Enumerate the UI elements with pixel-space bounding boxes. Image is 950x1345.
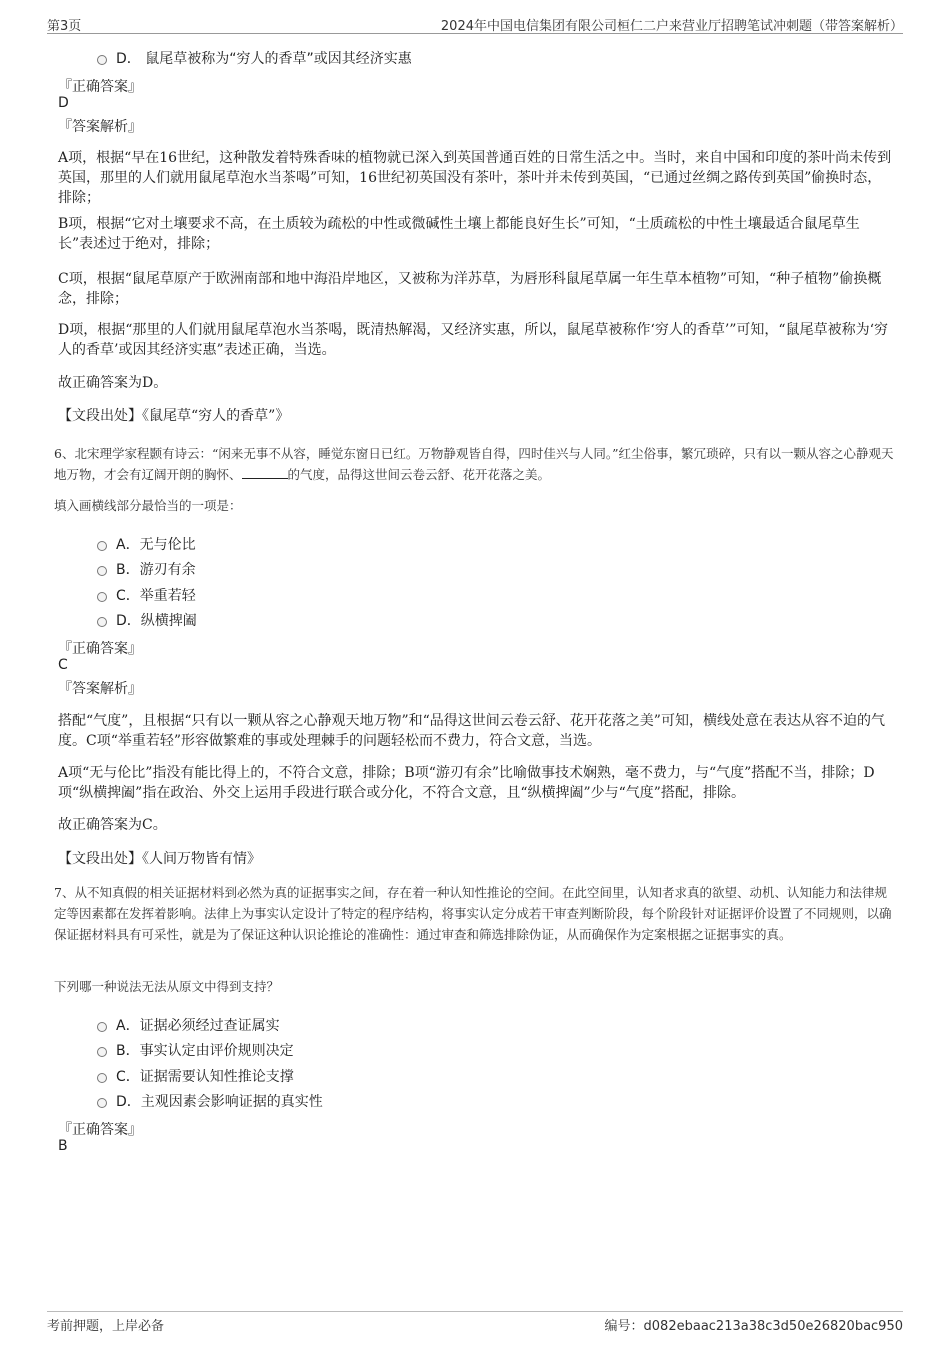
q6-analysis-label: 『答案解析』 xyxy=(58,681,142,697)
q6-stem-part1: 6、北宋理学家程颢有诗云：“闲来无事不从容，睡觉东窗日已红。万物静观皆自得，四时佳兴与人同。”红尘俗事，繁冗琐碎，只有以一颗从容之心静观天地万物，才会有辽阔开朗的胸怀、 xyxy=(54,446,894,482)
q7-prompt: 下列哪一种说法无法从原文中得到支持？ xyxy=(54,979,280,994)
serial-value: d082ebaac213a38c3d50e26820bac950 xyxy=(643,1319,903,1334)
q5-analysis-d: D项，根据“那里的人们就用鼠尾草泡水当茶喝，既清热解渴，又经济实惠，所以，鼠尾草被称作‘穷人的香草’”可知，“鼠尾草被称为‘穷人的香草’或因其经济实惠”表述正确，当选。 xyxy=(58,322,889,358)
radio-icon[interactable] xyxy=(97,541,107,551)
page-number: 第3页 xyxy=(47,19,82,34)
serial-label: 编号： xyxy=(604,1319,644,1334)
q6-answer-label: 『正确答案』 xyxy=(58,641,142,657)
q6-prompt: 填入画横线部分最恰当的一项是： xyxy=(54,498,242,513)
q7-option-a[interactable] xyxy=(97,1015,280,1035)
radio-icon[interactable] xyxy=(97,592,107,602)
radio-icon[interactable] xyxy=(97,1073,107,1083)
q6-option-d-label: D．纵横捭阖 xyxy=(116,613,197,629)
q6-option-c-label: C．举重若轻 xyxy=(116,588,196,604)
q5-option-d-label: D． 鼠尾草被称为“穷人的香草”或因其经济实惠 xyxy=(116,51,412,67)
radio-icon[interactable] xyxy=(97,1047,107,1057)
q6-answer: C xyxy=(58,657,68,673)
q6-option-b-label: B．游刃有余 xyxy=(116,562,196,578)
radio-icon[interactable] xyxy=(97,1098,107,1108)
q6-option-a[interactable] xyxy=(97,534,196,554)
q5-answer-label: 『正确答案』 xyxy=(58,79,142,95)
q6-conclusion: 故正确答案为C。 xyxy=(58,817,167,833)
q6-stem xyxy=(54,443,896,485)
q6-option-b[interactable] xyxy=(97,559,196,579)
q7-option-d[interactable] xyxy=(97,1091,323,1111)
q5-analysis-label: 『答案解析』 xyxy=(58,119,142,135)
q5-option-d[interactable] xyxy=(97,48,412,68)
q6-stem-part2: 的气度，品得这世间云卷云舒、花开花落之美。 xyxy=(287,467,551,482)
q5-source: 【文段出处】《鼠尾草“穷人的香草”》 xyxy=(58,408,290,424)
q7-option-b[interactable] xyxy=(97,1040,294,1060)
q6-option-d[interactable] xyxy=(97,610,197,630)
q7-option-c[interactable] xyxy=(97,1066,294,1086)
radio-icon[interactable] xyxy=(97,566,107,576)
q6-analysis-1: 搭配“气度”，且根据“只有以一颗从容之心静观天地万物”和“品得这世间云卷云舒、花开花落之美”可知，横线处意在表达从容不迫的气度。C项“举重若轻”形容做繁难的事或处理棘手的问题轻松而不费力，符合文意，当选。 xyxy=(58,713,885,749)
q7-option-d-label: D．主观因素会影响证据的真实性 xyxy=(116,1094,323,1110)
q6-option-c[interactable] xyxy=(97,585,196,605)
radio-icon[interactable] xyxy=(97,617,107,627)
q6-source: 【文段出处】《人间万物皆有情》 xyxy=(58,851,261,867)
q6-option-a-label: A．无与伦比 xyxy=(116,537,196,553)
document-serial xyxy=(605,1315,903,1334)
q7-stem: 7、从不知真假的相关证据材料到必然为真的证据事实之间，存在着一种认知性推论的空间。在此空间里，认知者求真的欲望、动机、认知能力和法律规定等因素都在发挥着影响。法律上为事实认定设计了特定的程序结构，将事实认定分成若干审查判断阶段，每个阶段针对证据评价设置了不同规则，以确保证据材料具有可采性，就是为了保证这种认识论推论的准确性：通过审查和筛选排除伪证，从而确保作为定案根据之证据事实的真。 xyxy=(54,885,892,942)
page-header xyxy=(47,13,903,34)
q5-analysis-b: B项，根据“它对土壤要求不高，在土质较为疏松的中性或微碱性土壤上都能良好生长”可知，“土质疏松的中性土壤最适合鼠尾草生长”表述过于绝对，排除； xyxy=(58,216,860,252)
document-title: 2024年中国电信集团有限公司桓仁二户来营业厅招聘笔试冲刺题（带答案解析） xyxy=(440,19,903,34)
q7-option-c-label: C．证据需要认知性推论支撑 xyxy=(116,1069,294,1085)
radio-icon[interactable] xyxy=(97,55,107,65)
q5-answer: D xyxy=(58,95,69,111)
q6-analysis-2: A项“无与伦比”指没有能比得上的，不符合文意，排除；B项“游刃有余”比喻做事技术娴熟，毫不费力，与“气度”搭配不当，排除；D项“纵横捭阖”指在政治、外交上运用手段进行联合或分化，不符合文意，且“纵横捭阖”少与“气度”搭配，排除。 xyxy=(58,765,875,801)
q5-conclusion: 故正确答案为D。 xyxy=(58,375,168,391)
fill-blank xyxy=(242,478,288,479)
radio-icon[interactable] xyxy=(97,1022,107,1032)
q7-option-b-label: B．事实认定由评价规则决定 xyxy=(116,1043,294,1059)
q7-answer-label: 『正确答案』 xyxy=(58,1122,142,1138)
q7-answer: B xyxy=(58,1138,68,1154)
footer-slogan: 考前押题，上岸必备 xyxy=(47,1319,165,1334)
q7-option-a-label: A．证据必须经过查证属实 xyxy=(116,1018,280,1034)
page-footer xyxy=(47,1311,903,1342)
q5-analysis-c: C项，根据“鼠尾草原产于欧洲南部和地中海沿岸地区，又被称为洋苏草，为唇形科鼠尾草属一年生草本植物”可知，“种子植物”偷换概念，排除； xyxy=(58,271,882,307)
q5-analysis-a: A项，根据“早在16世纪，这种散发着特殊香味的植物就已深入到英国普通百姓的日常生活之中。当时，来自中国和印度的茶叶尚未传到英国，那里的人们就用鼠尾草泡水当茶喝”可知，16世纪初英国没有茶叶，茶叶并未传到英国，“已通过丝绸之路传到英国”偷换时态，排除； xyxy=(58,150,892,206)
